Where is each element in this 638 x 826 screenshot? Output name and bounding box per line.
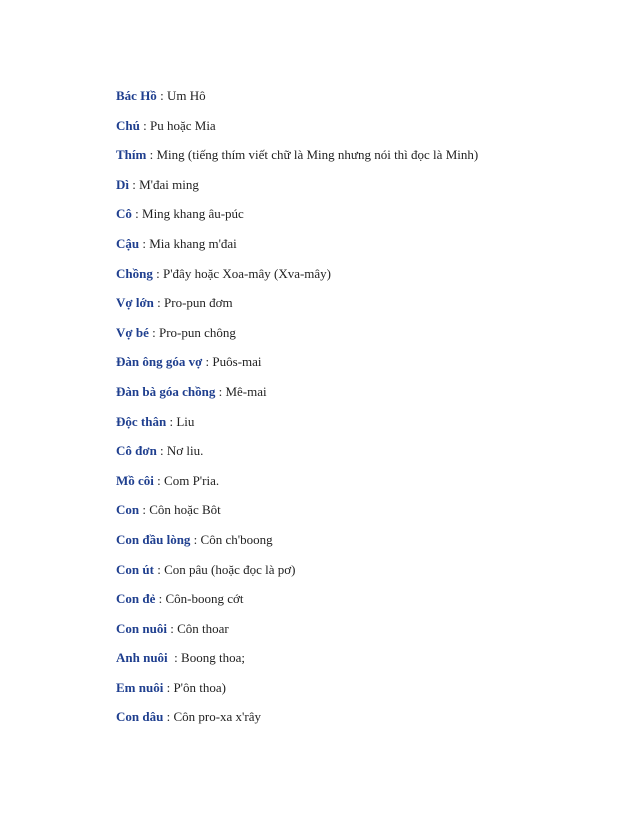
entry-definition: Con pâu (hoặc đọc là pơ) [164,561,296,577]
entry-term: Vợ bé [116,324,149,340]
entry-separator: : [190,531,201,547]
entry-separator: : [202,354,213,370]
entry-separator: : [215,383,226,399]
entry-term: Bác Hồ [116,88,157,103]
entry-definition: Ming (tiếng thím viết chữ là Ming nhưng nói thì đọc là Minh) [156,147,479,163]
entry-term: Con út [116,561,154,577]
glossary-entry [116,679,596,709]
entry-separator: : [153,561,165,577]
entry-separator: : [156,443,167,459]
entry-separator: : [148,324,159,340]
glossary-entry [116,590,596,620]
entry-term: Chồng [116,265,153,281]
glossary-entry [116,235,596,265]
glossary-entry [116,620,596,650]
entry-term: Dì [116,176,129,192]
glossary-entry [116,324,596,354]
entry-separator: : [146,147,157,163]
glossary-entry [116,353,596,383]
glossary-entry [116,383,596,413]
entry-term: Chú [116,117,140,133]
entry-definition: Côn ch'boong [200,531,273,547]
entry-term: Con [116,502,140,518]
entry-separator: : [166,620,178,636]
entry-term: Con nuôi [116,620,167,636]
entry-definition: Liu [176,413,195,429]
entry-term: Độc thân [116,413,167,429]
entry-definition: Pu hoặc Mia [149,117,216,133]
glossary-entry [116,649,596,679]
entry-term: Con đẻ [116,591,156,607]
entry-term: Con đầu lòng [116,531,191,547]
entry-separator: : [156,88,167,103]
entry-separator: : [153,295,165,311]
glossary-entry [116,708,596,738]
glossary-entry [116,501,596,531]
entry-separator: : [163,709,174,725]
entry-separator: : [152,265,163,281]
entry-separator: : [163,679,174,695]
glossary-entry [116,531,596,561]
entry-definition: Ming khang âu-púc [142,206,244,222]
glossary-entry [116,442,596,472]
entry-term: Anh nuôi [116,650,168,666]
entry-definition: P'ôn thoa) [173,679,226,695]
entry-definition: Pro-pun chông [158,324,236,340]
entry-term: Đàn bà góa chồng [116,383,216,399]
entry-definition: P'đây hoặc Xoa-mây (Xva-mây) [162,265,332,281]
entry-definition: Mia khang m'đai [149,235,237,251]
entry-term: Đàn ông góa vợ [116,354,203,370]
entry-definition: Côn-boong cớt [165,591,244,607]
glossary-entry [116,87,596,117]
entry-term: Em nuôi [116,679,164,695]
entry-separator: : [131,206,143,222]
glossary-entry [116,294,596,324]
entry-separator: : [167,650,182,666]
entry-definition: Côn thoar [177,620,229,636]
glossary-entry [116,205,596,235]
entry-term: Cậu [116,235,140,251]
entry-term: Thím [116,147,147,163]
entry-separator: : [153,472,165,488]
glossary-entry [116,561,596,591]
entry-definition: Pro-pun đơm [164,295,233,311]
entry-definition: M'đai ming [139,176,199,192]
glossary-entry [116,117,596,147]
glossary-list [116,87,596,738]
entry-definition: Mê-mai [225,383,267,399]
entry-definition: Nơ liu. [166,443,204,459]
entry-separator: : [129,176,140,192]
entry-definition: Puôs-mai [212,354,262,370]
entry-separator: : [139,117,150,133]
entry-definition: Côn hoặc Bôt [149,502,221,518]
glossary-entry [116,472,596,502]
entry-separator: : [166,413,177,429]
entry-term: Mồ côi [116,472,154,488]
entry-definition: Côn pro-xa x'rây [173,709,261,725]
entry-separator: : [139,235,150,251]
entry-term: Cô [116,206,132,222]
glossary-entry [116,265,596,295]
glossary-entry [116,146,596,176]
entry-definition: Um Hô [166,88,206,103]
entry-separator: : [139,502,150,518]
entry-term: Con dâu [116,709,164,725]
entry-definition: Com P'ria. [164,472,220,488]
glossary-entry [116,413,596,443]
entry-separator: : [155,591,166,607]
entry-term: Cô đơn [116,443,157,459]
entry-definition: Boong thoa; [181,650,245,666]
entry-term: Vợ lớn [116,295,154,311]
glossary-entry [116,176,596,206]
